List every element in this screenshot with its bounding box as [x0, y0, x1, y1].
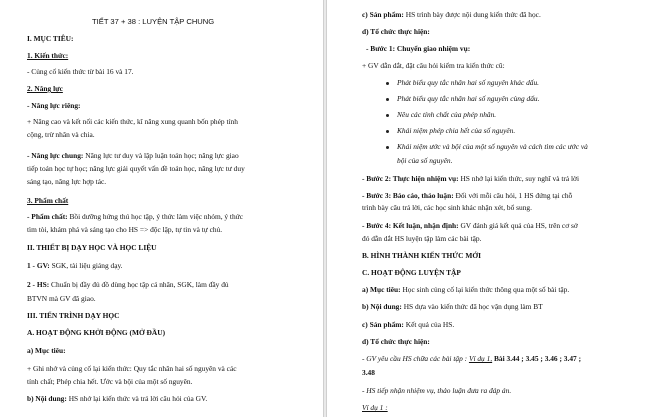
practice-product-label: c) Sản phẩm: [362, 320, 404, 329]
practice-objective-label: a) Mục tiêu: [362, 285, 401, 294]
step-1-text: + GV dẫn dắt, đặt câu hỏi kiểm tra kiến thức cũ: [362, 61, 505, 70]
section-A-heading: A. HOẠT ĐỘNG KHỞI ĐỘNG (MỞ ĐẦU) [27, 328, 166, 337]
practice-organization-heading: d) Tổ chức thực hiện: [362, 337, 430, 346]
right-page [327, 0, 650, 417]
content-label: b) Nội dung: [27, 394, 67, 403]
bullet-dot-1 [386, 82, 389, 85]
section-B-heading: B. HÌNH THÀNH KIẾN THỨC MỚI [362, 251, 481, 260]
qualities-label: - Phẩm chất: [27, 212, 68, 221]
knowledge-heading: 1. Kiến thức: [27, 51, 69, 60]
general-competency-line-2: tiếp toán học tự học; năng lực giải quyết vấn đề toán học, năng lực tư duy [27, 164, 245, 173]
organization-heading: d) Tổ chức thực hiện: [362, 27, 430, 36]
exercise-assignment-text: - GV yêu cầu HS chữa các bài tập : [362, 354, 469, 363]
practice-objective-line [362, 285, 569, 294]
content-line [27, 394, 207, 403]
step-2-line [362, 174, 579, 183]
objective-heading: a) Mục tiêu: [27, 346, 66, 355]
step-4-line-2: đó dẫn dắt HS luyện tập làm các bài tập. [362, 234, 482, 243]
objective-line-2: tính chất; Phép chia hết. Ước và bội của một số nguyên. [27, 377, 193, 386]
example-1-link-text: Ví dụ 1, [468, 354, 493, 363]
bullet-dot-5 [386, 146, 389, 149]
student-materials-line-1 [27, 280, 229, 289]
product-line [362, 10, 541, 19]
bullet-dot-2 [386, 98, 389, 101]
general-competency-label: - Năng lực chung: [27, 151, 84, 160]
step-4-label: - Bước 4: Kết luận, nhận định: [362, 221, 459, 230]
practice-objective-text: Học sinh củng cố lại kiến thức thông qua một số bài tập. [400, 285, 570, 294]
bullet-dot-3 [386, 114, 389, 117]
teacher-text: SGK, tài liệu giảng dạy. [49, 261, 123, 270]
step-1-heading: - Bước 1: Chuyển giao nhiệm vụ: [366, 44, 471, 53]
bullet-item-1: Phát biểu quy tắc nhân hai số nguyên khác dấu. [397, 78, 540, 87]
specific-competency-heading: - Năng lực riêng: [27, 101, 81, 110]
qualities-line-2: tìm tòi, khám phá và sáng tạo cho HS => độc lập, tự tin và tự chủ. [27, 225, 223, 234]
teacher-label: 1 - GV: [27, 261, 50, 270]
step-2-text: HS nhớ lại kiến thức, suy nghĩ và trả lời [458, 174, 580, 183]
bullet-item-3: Nêu các tính chất của phép nhân. [397, 110, 497, 119]
product-label: c) Sản phẩm: [362, 10, 404, 19]
step-3-text: Đối với mỗi câu hỏi, 1 HS đứng tại chỗ [453, 191, 573, 200]
step-3-label: - Bước 3: Báo cáo, thảo luận: [362, 191, 454, 200]
practice-content-label: b) Nội dung: [362, 302, 402, 311]
practice-product-line [362, 320, 454, 329]
section-I-heading: I. MỤC TIÊU: [27, 34, 74, 43]
practice-product-text: Kết quả của HS. [403, 320, 455, 329]
qualities-heading: 3. Phẩm chất [27, 196, 69, 205]
competency-heading: 2. Năng lực [27, 84, 63, 93]
general-competency-line-3: sáng tạo, năng lực hợp tác. [27, 177, 107, 186]
objective-line-1: + Ghi nhớ và củng cố lại kiến thức: Quy tắc nhân hai số nguyên và các [27, 364, 237, 373]
exercise-list: Bài 3.44 ; 3.45 ; 3.46 ; 3.47 ; [492, 354, 582, 363]
knowledge-text: - Củng cố kiến thức từ bài 16 và 17. [27, 67, 134, 76]
bullet-dot-4 [386, 130, 389, 133]
qualities-text: Bồi dưỡng hứng thú học tập, ý thức làm việc nhóm, ý thức [67, 212, 243, 221]
content-text: HS nhớ lại kiến thức và trả lời câu hỏi của GV. [66, 394, 208, 403]
section-C-heading: C. HOẠT ĐỘNG LUYỆN TẬP [362, 268, 461, 277]
step-2-label: - Bước 2: Thực hiện nhiệm vụ: [362, 174, 459, 183]
step-3-line-2: trình bày câu trả lời, các học sinh khác nhận xét, bổ sung. [362, 203, 532, 212]
teacher-materials [27, 261, 123, 270]
bullet-item-2: Phát biểu quy tắc nhân hai số nguyên cùng dấu. [397, 94, 540, 103]
practice-content-line [362, 302, 543, 311]
student-text: Chuẩn bị đầy đủ đồ dùng học tập cá nhân, SGK, làm đầy đủ [49, 280, 229, 289]
step-3-line-1 [362, 191, 572, 200]
exercise-assignment-line [362, 354, 581, 363]
specific-competency-line-1: + Nâng cao và kết nối các kiến thức, kĩ năng xung quanh bốn phép tính [27, 117, 238, 126]
lesson-title: TIẾT 37 + 38 : LUYỆN TẬP CHUNG [92, 17, 215, 26]
step-4-text: GV đánh giá kết quả của HS, trên cơ sở [458, 221, 578, 230]
exercise-list-last: 3.48 [362, 368, 375, 377]
bullet-item-5-continued: bội của số nguyên. [397, 156, 453, 165]
student-label: 2 - HS: [27, 280, 50, 289]
bullet-item-4: Khái niệm phép chia hết của số nguyên. [397, 126, 516, 135]
general-competency-text: Năng lực tư duy và lập luận toán học; năng lực giao [83, 151, 239, 160]
specific-competency-line-2: cộng, trừ nhân và chia. [27, 130, 95, 139]
section-III-heading: III. TIẾN TRÌNH DẠY HỌC [27, 311, 120, 320]
qualities-line-1 [27, 212, 243, 221]
bullet-item-5: Khái niệm ước và bội của một số nguyên và cách tìm các ước và [397, 142, 588, 151]
practice-content-text: HS dựa vào kiến thức đã học vận dụng làm BT [401, 302, 543, 311]
left-page [0, 0, 323, 417]
example-1-heading: Ví dụ 1 : [362, 403, 388, 412]
product-text: HS trình bày được nội dung kiến thức đã học. [403, 10, 541, 19]
step-4-line-1 [362, 221, 578, 230]
student-task-line: - HS tiếp nhận nhiệm vụ, thảo luận đưa ra đáp án. [362, 386, 512, 395]
student-materials-line-2: BTVN mà GV đã giao. [27, 294, 96, 303]
general-competency-line-1 [27, 151, 239, 160]
section-II-heading: II. THIẾT BỊ DẠY HỌC VÀ HỌC LIỆU [27, 243, 157, 252]
